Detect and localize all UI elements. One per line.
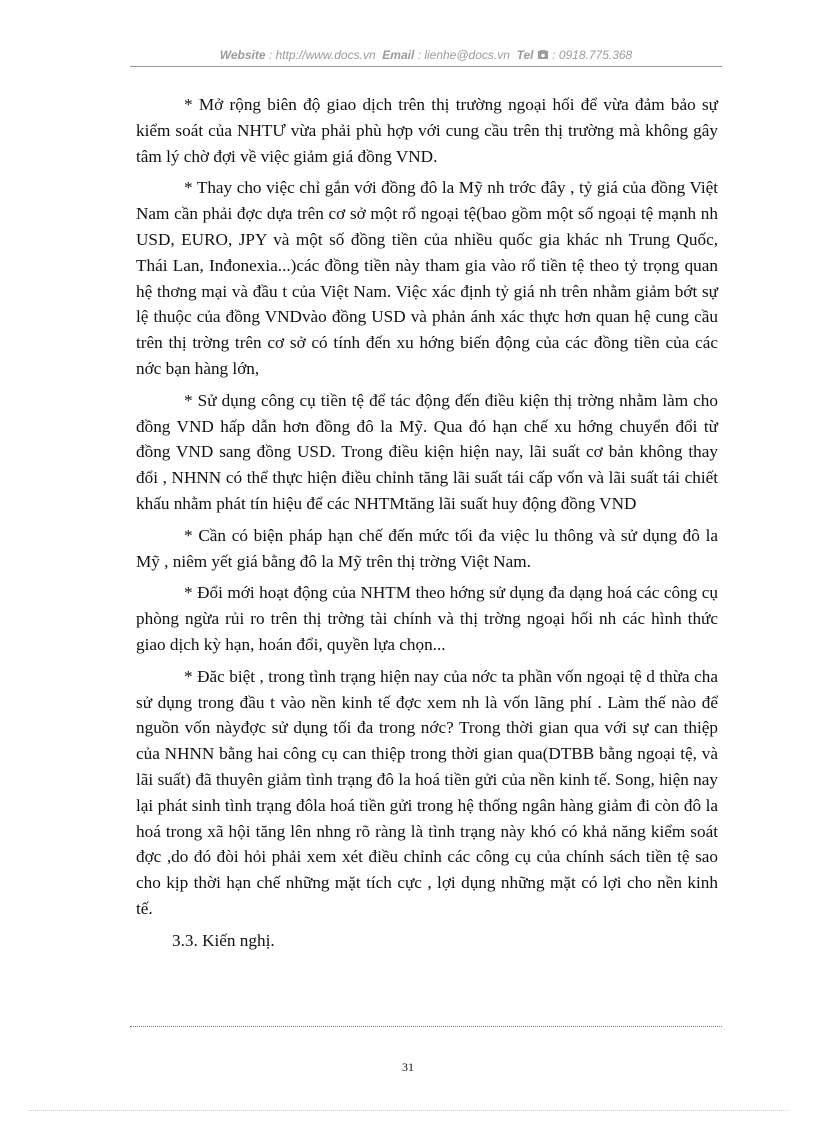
page-number: 31 (402, 1060, 414, 1074)
website-label: Website (219, 48, 266, 62)
paragraph-5: * Đổi mới hoạt động của NHTM theo hớng sử dụng đa dạng hoá các công cụ phòng ngừa rủi ro trên thị trờng tài chính và thị trờng ngoại hối nh các hình thức giao dịch kỳ hạn, hoán đổi, quyền lựa chọn... (136, 583, 718, 654)
tel-label: Tel (516, 48, 534, 62)
email-label: Email (382, 48, 415, 62)
paragraph-2: * Thay cho việc chỉ gắn với đồng đô la Mỹ nh trớc đây , tỷ giá của đồng Việt Nam cần phải đợc dựa trên cơ sở một rổ ngoại tệ(bao gồm một số ngoại tệ mạnh nh USD, EURO, JPY và một số đồng tiền của nhiều quốc gia khác nh Trung Quốc, Thái Lan, Inđonexia...)các đồng tiền này tham gia vào rổ tiền tệ theo tỷ trọng quan hệ thơng mại và đầu t của Việt Nam. Việc xác định tỷ giá nh trên nhằm giảm bớt sự lệ thuộc của đồng VNDvào đồng USD và phản ánh xác thực hơn quan hệ cung cầu trên thị trờng trên cơ sở có tính đến xu hớng biến động của các đồng tiền của các nớc bạn hàng lớn, (136, 178, 718, 378)
page-header (130, 48, 722, 62)
paragraph-6: * Đăc biệt , trong tình trạng hiện nay của nớc ta phần vốn ngoại tệ d thừa cha sử dụng trong đầu t vào nền kinh tế đợc xem nh là vốn lãng phí . Làm thế nào để nguồn vốn nàyđợc sử dụng tối đa trong nớc? Trong thời gian qua với sự can thiệp của NHNN bằng hai công cụ can thiệp trong thời gian qua(DTBB bằng ngoại tệ, và lãi suất) đã thuyên giảm tình trạng đô la hoá tiền gửi của nền kinh tế. Song, hiện nay lại phát sinh tình trạng đôla hoá tiền gửi trong hệ thống ngân hàng giảm đi còn đô la hoá trong xã hội tăng lên nhng rõ ràng là tình trạng này khó có khả năng kiểm soát đợc ,do đó đòi hỏi phải xem xét điều chỉnh các công cụ của chính sách tiền tệ sao cho kịp thời hạn chế những mặt tích cực , lợi dụng những mặt có lợi cho nền kinh tế. (136, 666, 718, 918)
paragraph-1: * Mở rộng biên độ giao dịch trên thị trường ngoại hối để vừa đảm bảo sự kiểm soát của NHTƯ vừa phải phù hợp với cung cầu trên thị trường mà không gây tâm lý chờ đợi về việc giảm giá đồng VND. (136, 95, 718, 166)
website-value: : http://www.docs.vn (268, 48, 376, 62)
page-bottom-border (28, 1110, 788, 1111)
header-rule (130, 66, 722, 67)
phone-icon (537, 48, 552, 62)
document-body (136, 92, 718, 954)
footer-rule (130, 1026, 722, 1027)
paragraph-4: * Cần có biện pháp hạn chế đến mức tối đa việc lu thông và sử dụng đô la Mỹ , niêm yết giá bằng đô la Mỹ trên thị trờng Việt Nam. (136, 525, 718, 571)
tel-value: : 0918.775.368 (552, 48, 633, 62)
paragraph-3: * Sử dụng công cụ tiền tệ để tác động đến điều kiện thị trờng nhằm làm cho đồng VND hấp dẫn hơn đồng đô la Mỹ. Qua đó hạn chế xu hớng chuyển đổi từ đồng VND sang đồng USD. Trong điều kiện hiện nay, lãi suất cơ bản không thay đổi , NHNN có thể thực hiện điều chỉnh tăng lãi suất tái cấp vốn và lãi suất tái chiết khấu nhằm phát tín hiệu để các NHTMtăng lãi suất huy động đồng VND (136, 390, 718, 513)
email-value: : lienhe@docs.vn (417, 48, 510, 62)
section-heading: 3.3. Kiến nghị. (172, 930, 275, 950)
